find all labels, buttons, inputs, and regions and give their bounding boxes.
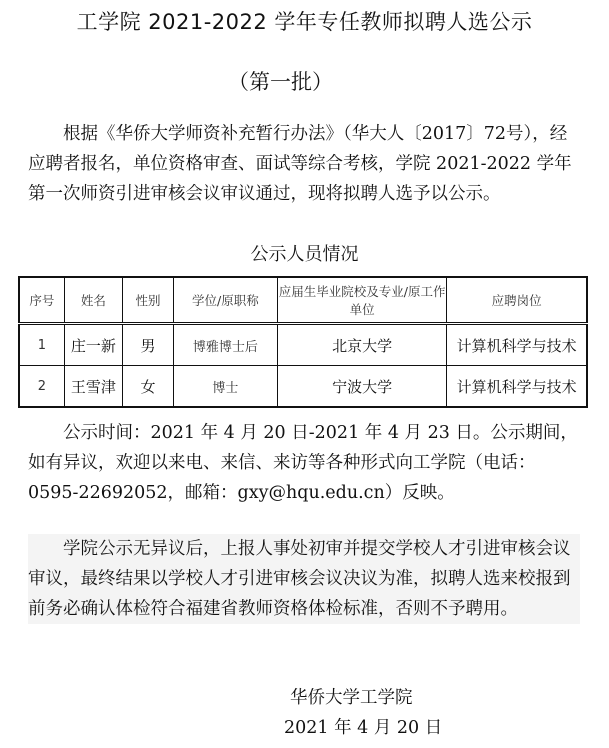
cell-institution: 宁波大学 — [277, 366, 446, 408]
header-position: 应聘岗位 — [447, 277, 587, 324]
cell-degree: 博雅博士后 — [173, 324, 277, 366]
cell-position: 计算机科学与技术 — [447, 366, 587, 408]
candidates-table — [18, 276, 588, 408]
header-gender: 性别 — [123, 277, 174, 324]
cell-name: 庄一新 — [64, 324, 123, 366]
cell-degree: 博士 — [173, 366, 277, 408]
cell-index: 2 — [19, 366, 64, 408]
signature-date: 2021 年 4 月 20 日 — [284, 718, 443, 738]
cell-index: 1 — [19, 324, 64, 366]
header-name: 姓名 — [64, 277, 123, 324]
page-title: 工学院 2021-2022 学年专任教师拟聘人选公示 — [76, 10, 533, 34]
table-header-row — [19, 277, 587, 324]
intro-paragraph: 根据《华侨大学师资补充暂行办法》（华大人〔2017〕72号），经应聘者报名，单位资格审查、面试等综合考核，学院 2021-2022 学年第一次师资引进审核会议审议通过，现将拟聘人选予以公示。 — [28, 124, 572, 204]
header-degree: 学位/原职称 — [173, 277, 277, 324]
table-caption: 公示人员情况 — [250, 244, 359, 265]
header-index: 序号 — [19, 277, 64, 324]
cell-gender: 男 — [123, 324, 174, 366]
cell-position: 计算机科学与技术 — [447, 324, 587, 366]
signature-organization: 华侨大学工学院 — [290, 688, 413, 708]
table-row — [19, 366, 587, 408]
table-row — [19, 324, 587, 366]
page-subtitle: （第一批） — [228, 70, 333, 94]
cell-institution: 北京大学 — [277, 324, 446, 366]
notice-paragraph: 公示时间：2021 年 4 月 20 日-2021 年 4 月 23 日。公示期间，如有异议，欢迎以来电、来信、来访等各种形式向工学院（电话：0595-22692052，邮箱：gxy@hqu.edu.cn）反映。 — [28, 423, 578, 503]
cell-gender: 女 — [123, 366, 174, 408]
header-institution: 应届生毕业院校及专业/原工作单位 — [277, 277, 446, 324]
cell-name: 王雪津 — [64, 366, 123, 408]
final-paragraph: 学院公示无异议后，上报人事处初审并提交学校人才引进审核会议审议，最终结果以学校人才引进审核会议决议为准，拟聘人选来校报到前务必确认体检符合福建省教师资格体检标准，否则不予聘用。 — [28, 534, 580, 624]
